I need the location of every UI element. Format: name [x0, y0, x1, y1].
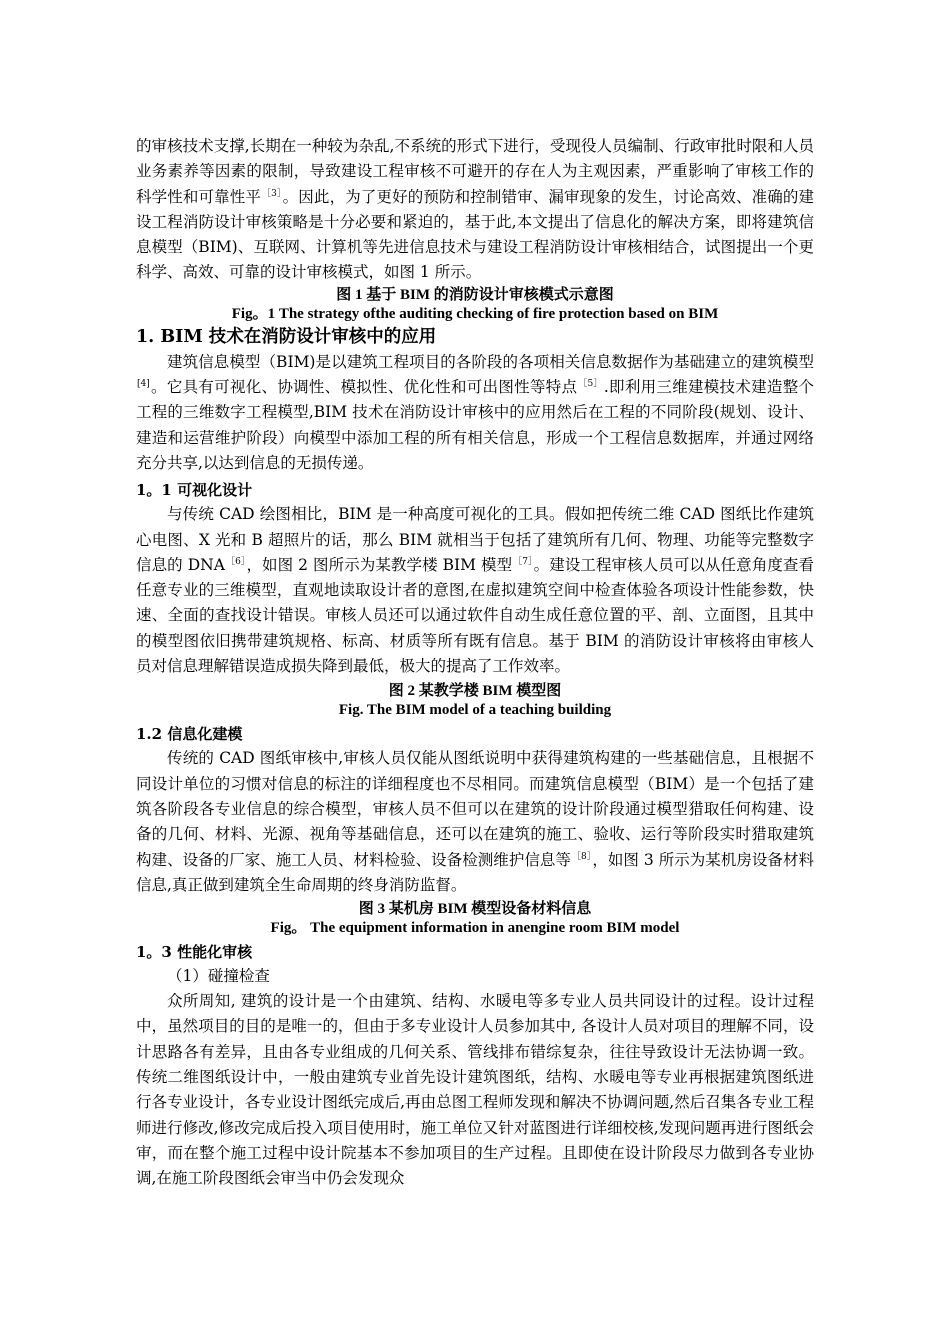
citation-ref[interactable]: [4]	[137, 379, 150, 390]
figure-2-caption-cn: 图 2 某教学楼 BIM 模型图	[388, 683, 562, 700]
citation-ref[interactable]: ［3］	[262, 188, 282, 199]
section-1-3-heading: 1。3 性能化审核	[136, 943, 253, 962]
figure-3-caption-cn: 图 3 某机房 BIM 模型设备材料信息	[358, 901, 592, 918]
section-1-3-paragraph: 众所周知, 建筑的设计是一个由建筑、结构、水暖电等多专业人员共同设计的过程。设计过程中，虽然项目的目的是唯一的，但由于多专业设计人员参加其中, 各设计人员对项目的理解不同，设计思路各有差异，且由各专业组成的几何关系、管线排布错综复杂，往往导致设计无法协调一致。传统二维图纸设计中，一般由建筑专业首先设计建筑图纸，结构、水暖电等专业再根据建筑图纸进行各专业设计，各专业设计图纸完成后,再由总图工程师发现和解决不协调问题,然后召集各专业工程师进行修改,修改完成后投入项目使用时，施工单位又针对蓝图进行详细校核,发现问题再进行图纸会审，而在整个施工过程中设计院基本不参加项目的生产过程。且即使在设计阶段尽力做到各专业协调,在施工阶段图纸会审当中仍会发现众	[136, 992, 814, 1188]
section-1-1-heading: 1。1 可视化设计	[136, 481, 253, 500]
intro-paragraph: 的审核技术支撑,长期在一种较为杂乱,不系统的形式下进行，受现役人员编制、行政审批时限和人员业务素养等因素的限制，导致建设工程审核不可避开的存在人为主观因素，严重影响了审核工作的科学性和可靠性平$^{[3]}$。因此，为了更好的预防和控制错审、漏审现象的发生，讨论高效、准确的建设工程消防设计审核策略是十分必要和紧迫的，基于此,本文提出了信息化的解决方案，即将建筑信息模型（BIM)、互联网、计算机等先进信息技术与建设工程消防设计审核相结合，试图提出一个更科学、高效、可靠的设计审核模式，如图 1 所示。	[136, 137, 814, 282]
section-1-2-heading: 1.2 信息化建模	[136, 725, 243, 744]
section-1-1-paragraph: 与传统 CAD 绘图相比，BIM 是一种高度可视化的工具。假如把传统二维 CAD 图纸比作建筑心电图、X 光和 B 超照片的话，那么 BIM 就相当于包括了建筑所有几何、物理、功能等完整数字信息的 $DNA^{[6]}$，如图 2 图所示为某教学楼 BIM 模型$^{[7]}$。建设工程审核人员可以从任意角度查看任意专业的三维模型，直观地读取设计者的意图,在虚拟建筑空间中检查体验各项设计性能参数，快速、全面的查找设计错误。审核人员还可以通过软件自动生成任意位置的平、剖、立面图，且其中的模型图依旧携带建筑规格、标高、材质等所有既有信息。基于 BIM 的消防设计审核将由审核人员对信息理解错误造成损失降到最低，极大的提高了工作效率。	[136, 505, 814, 676]
section-1-heading: 1. BIM 技术在消防设计审核中的应用	[136, 326, 437, 347]
figure-1-caption-cn: 图 1 基于 BIM 的消防设计审核模式示意图	[336, 286, 614, 303]
citation-ref[interactable]: ［7］	[513, 556, 533, 567]
figure-2-caption-en: Fig. The BIM model of a teaching building	[338, 702, 612, 719]
section-1-2-paragraph: 传统的 CAD 图纸审核中,审核人员仅能从图纸说明中获得建筑构建的一些基础信息，且根据不同设计单位的习惯对信息的标注的详细程度也不尽相同。而建筑信息模型（BIM）是一个包括了建筑各阶段各专业信息的综合模型，审核人员不但可以在建筑的设计阶段通过模型猎取任何构建、设备的几何、材料、光源、视角等基础信息，还可以在建筑的施工、验收、运行等阶段实时猎取建筑构建、设备的厂家、施工人员、材料检验、设备检测维护信息等$^{[8]}$，如图 3 所示为某机房设备材料信息,真正做到建筑全生命周期的终身消防监督。	[136, 749, 815, 894]
citation-ref[interactable]: ［5］	[578, 379, 603, 390]
section-1-paragraph: 建筑信息模型（BIM)是以建筑工程项目的各阶段的各项相关信息数据作为基础建立的建筑模型[4]。它具有可视化、协调性、模拟性、优化性和可出图性等特点$^{[5]}$.即利用三维建模技术建造整个工程的三维数字工程模型,BIM 技术在消防设计审核中的应用然后在工程的不同阶段(规划、设计、建造和运营维护阶段）向模型中添加工程的所有相关信息，形成一个工程信息数据库，并通过网络充分共享,以达到信息的无损传递。	[136, 352, 814, 472]
subsection-collision-check: （1）碰撞检查	[167, 967, 270, 986]
figure-3-caption-en: Fig。 The equipment information in anengine room BIM model	[270, 920, 680, 937]
citation-ref[interactable]: ［8］	[571, 851, 592, 862]
figure-1-caption-en: Fig。1 The strategy ofthe auditing checking of fire protection based on BIM	[231, 305, 719, 322]
citation-ref[interactable]: ［6］	[225, 556, 246, 567]
